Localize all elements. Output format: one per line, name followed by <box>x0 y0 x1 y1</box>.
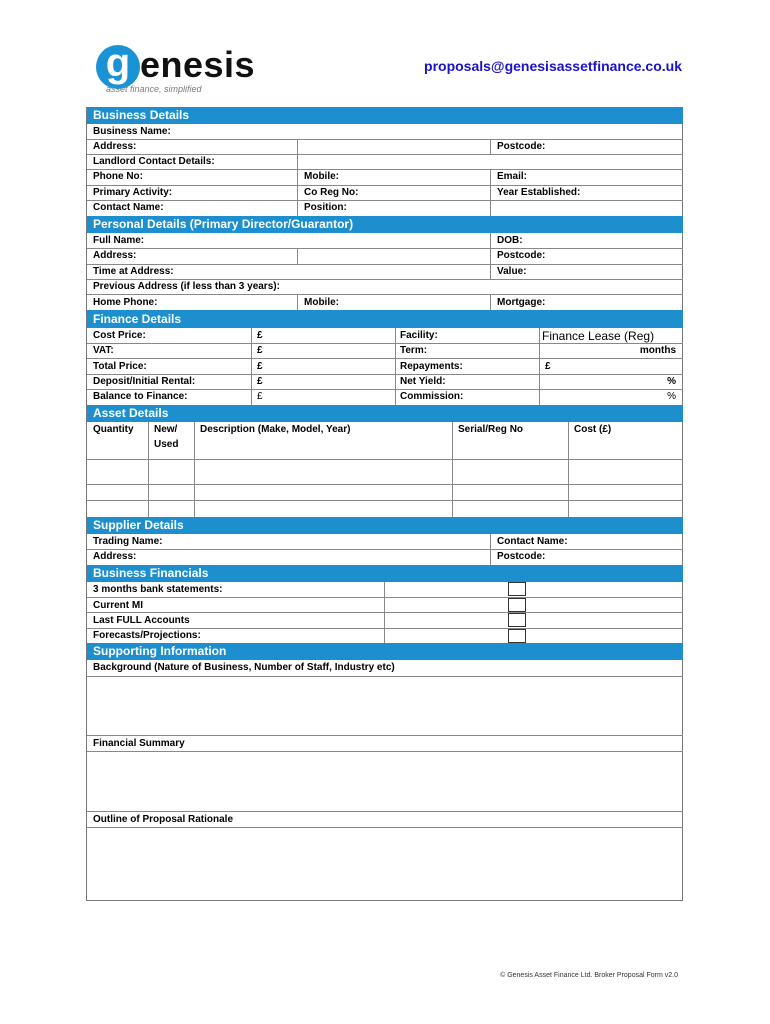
background-textarea[interactable] <box>88 677 682 734</box>
business-financials-header: Business Financials <box>87 565 683 582</box>
position-label: Position: <box>304 202 347 213</box>
contact-email-link[interactable]: proposals@genesisassetfinance.co.uk <box>424 58 682 74</box>
business-mobile-label: Mobile: <box>304 171 339 182</box>
personal-postcode-label: Postcode: <box>497 250 546 261</box>
asset-col-quantity: Quantity <box>93 424 134 435</box>
finance-details-header: Finance Details <box>87 310 683 328</box>
previous-address-label: Previous Address (if less than 3 years): <box>93 281 280 292</box>
deposit-label: Deposit/Initial Rental: <box>93 376 196 387</box>
current-mi-checkbox[interactable] <box>508 598 526 612</box>
financials-item-current-mi: Current MI <box>93 600 143 611</box>
vat-label: VAT: <box>93 345 114 356</box>
cost-price-currency: £ <box>257 330 263 341</box>
logo-tagline: asset finance, simplified <box>106 84 202 94</box>
supplier-address-label: Address: <box>93 551 137 562</box>
logo-letter: g <box>105 41 131 85</box>
supplier-postcode-label: Postcode: <box>497 551 546 562</box>
facility-value[interactable]: Finance Lease (Reg) <box>542 329 655 343</box>
personal-mobile-label: Mobile: <box>304 297 339 308</box>
logo-wordmark: enesis <box>140 44 256 85</box>
forecasts-checkbox[interactable] <box>508 629 526 643</box>
balance-currency: £ <box>257 391 263 402</box>
total-price-currency: £ <box>257 361 263 372</box>
value-label: Value: <box>497 266 527 277</box>
commission-label: Commission: <box>400 391 464 402</box>
financials-item-forecasts: Forecasts/Projections: <box>93 630 201 641</box>
contact-name-label: Contact Name: <box>93 202 164 213</box>
asset-col-serial: Serial/Reg No <box>458 424 524 435</box>
commission-percent: % <box>667 391 676 402</box>
personal-address-label: Address: <box>93 250 137 261</box>
term-unit: months <box>639 345 676 356</box>
supplier-contact-label: Contact Name: <box>497 536 568 547</box>
total-price-label: Total Price: <box>93 361 147 372</box>
supporting-info-header: Supporting Information <box>87 643 683 660</box>
financial-summary-label: Financial Summary <box>93 738 185 749</box>
repayments-currency: £ <box>545 361 551 372</box>
asset-col-description: Description (Make, Model, Year) <box>200 424 351 435</box>
year-established-label: Year Established: <box>497 187 581 198</box>
mortgage-label: Mortgage: <box>497 297 546 308</box>
cost-price-label: Cost Price: <box>93 330 146 341</box>
time-at-address-label: Time at Address: <box>93 266 174 277</box>
personal-details-header: Personal Details (Primary Director/Guarantor) <box>87 216 683 233</box>
business-address-label: Address: <box>93 141 137 152</box>
business-postcode-label: Postcode: <box>497 141 546 152</box>
trading-name-label: Trading Name: <box>93 536 163 547</box>
deposit-currency: £ <box>257 376 263 387</box>
business-name-label: Business Name: <box>93 126 171 137</box>
co-reg-label: Co Reg No: <box>304 187 359 198</box>
footer-copyright: © Genesis Asset Finance Ltd. Broker Proposal Form v2.0 <box>500 972 678 979</box>
home-phone-label: Home Phone: <box>93 297 158 308</box>
asset-col-used: Used <box>154 439 179 450</box>
repayments-label: Repayments: <box>400 361 463 372</box>
phone-label: Phone No: <box>93 171 143 182</box>
asset-col-cost: Cost (£) <box>574 424 612 435</box>
outline-textarea[interactable] <box>88 828 682 900</box>
outline-label: Outline of Proposal Rationale <box>93 814 234 825</box>
vat-currency: £ <box>257 345 263 356</box>
asset-col-new: New/ <box>154 424 178 435</box>
business-email-label: Email: <box>497 171 528 182</box>
background-label: Background (Nature of Business, Number of Staff, Industry etc) <box>93 662 395 673</box>
financial-summary-textarea[interactable] <box>88 752 682 810</box>
financials-item-full-accounts: Last FULL Accounts <box>93 615 190 626</box>
full-accounts-checkbox[interactable] <box>508 613 526 627</box>
net-yield-label: Net Yield: <box>400 376 446 387</box>
facility-label: Facility: <box>400 330 438 341</box>
bank-statements-checkbox[interactable] <box>508 582 526 596</box>
primary-activity-label: Primary Activity: <box>93 187 173 198</box>
net-yield-percent: % <box>667 376 676 387</box>
balance-label: Balance to Finance: <box>93 391 188 402</box>
financials-item-bank-statements: 3 months bank statements: <box>93 584 223 595</box>
business-details-header: Business Details <box>87 107 683 124</box>
asset-details-header: Asset Details <box>87 405 683 422</box>
supplier-details-header: Supplier Details <box>87 517 683 534</box>
term-label: Term: <box>400 345 428 356</box>
full-name-label: Full Name: <box>93 235 145 246</box>
dob-label: DOB: <box>497 235 523 246</box>
landlord-contact-label: Landlord Contact Details: <box>93 156 215 167</box>
